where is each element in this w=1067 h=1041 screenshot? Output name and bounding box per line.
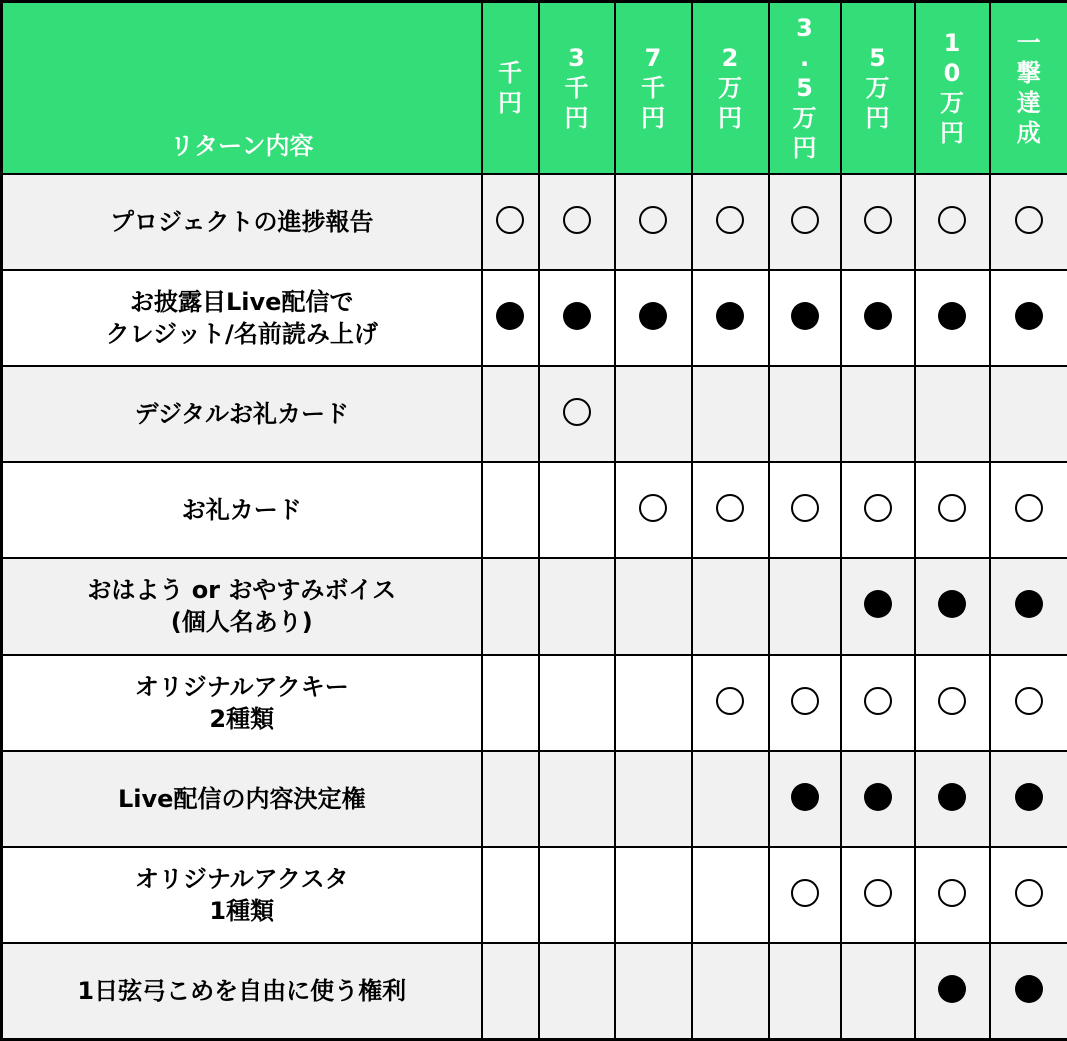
return-item-label [2, 751, 482, 847]
tier-label-char: 3 [796, 13, 813, 42]
tier-cell [692, 462, 769, 558]
tier-cell [915, 174, 990, 270]
tier-label-char: 円 [940, 118, 964, 147]
table-row [2, 655, 1067, 751]
tier-label-char: 撃 [1016, 58, 1041, 87]
tier-cell [990, 174, 1067, 270]
tier-cell [692, 655, 769, 751]
tier-label-char: 一 [1016, 28, 1041, 57]
return-item-label [2, 462, 482, 558]
tier-cell [769, 366, 841, 462]
tier-label [563, 43, 591, 133]
tier-cell [692, 558, 769, 654]
tier-label-char: 円 [718, 103, 742, 132]
tier-cell [482, 751, 539, 847]
filled-circle-icon [791, 783, 819, 811]
return-item-label [2, 655, 482, 751]
return-item-line: オリジナルアクスタ [134, 865, 349, 894]
table-row [2, 270, 1067, 366]
open-circle-icon [1015, 687, 1043, 715]
tier-cell [692, 174, 769, 270]
tier-cell [482, 270, 539, 366]
tier-label [639, 43, 667, 133]
filled-circle-icon [864, 590, 892, 618]
tier-cell [769, 655, 841, 751]
tier-cell [990, 462, 1067, 558]
open-circle-icon [938, 494, 966, 522]
filled-circle-icon [1015, 975, 1043, 1003]
tier-label [496, 58, 524, 118]
filled-circle-icon [1015, 302, 1043, 330]
filled-circle-icon [938, 302, 966, 330]
tier-label [716, 43, 744, 133]
filled-circle-icon [563, 302, 591, 330]
tier-label-char: 千 [498, 58, 522, 87]
tier-label-char: 万 [940, 88, 964, 117]
tier-label-char: 万 [792, 103, 817, 132]
tier-cell [482, 558, 539, 654]
tier-label-char: . [799, 43, 810, 72]
tier-label-char: 円 [498, 88, 522, 117]
tier-cell [769, 462, 841, 558]
return-item-line: 1種類 [209, 897, 275, 926]
tier-cell [482, 462, 539, 558]
tier-label [791, 13, 819, 163]
tier-label-char: 5 [796, 73, 813, 102]
open-circle-icon [938, 687, 966, 715]
tier-cell [841, 847, 915, 943]
tier-header [841, 2, 915, 174]
tier-cell [915, 847, 990, 943]
tier-cell [769, 751, 841, 847]
open-circle-icon [791, 494, 819, 522]
tier-header [482, 2, 539, 174]
tier-label-char: 万 [865, 73, 890, 102]
filled-circle-icon [938, 975, 966, 1003]
tier-cell [841, 655, 915, 751]
tier-label-char: 7 [644, 43, 662, 72]
open-circle-icon [864, 206, 892, 234]
open-circle-icon [639, 206, 667, 234]
tier-cell [615, 943, 692, 1039]
open-circle-icon [1015, 206, 1043, 234]
filled-circle-icon [496, 302, 524, 330]
tier-label-char: 成 [1016, 118, 1041, 147]
return-item-label [2, 943, 482, 1039]
tier-label-char: 1 [943, 28, 961, 57]
tier-cell [990, 558, 1067, 654]
tier-header [915, 2, 990, 174]
tier-cell [539, 462, 615, 558]
table-body [2, 174, 1067, 1040]
return-item-line: お披露目Live配信で [130, 287, 354, 316]
tier-cell [539, 174, 615, 270]
tier-label-char: 円 [865, 103, 890, 132]
tier-cell [915, 462, 990, 558]
return-item-label [2, 270, 482, 366]
return-item-label [2, 847, 482, 943]
open-circle-icon [716, 206, 744, 234]
return-item-line: 2種類 [209, 704, 275, 733]
tier-cell [615, 655, 692, 751]
return-item-label [2, 174, 482, 270]
return-item-line: お礼カード [181, 496, 302, 525]
tier-cell [692, 751, 769, 847]
open-circle-icon [639, 494, 667, 522]
tier-cell [990, 751, 1067, 847]
filled-circle-icon [864, 302, 892, 330]
open-circle-icon [496, 206, 524, 234]
tier-cell [539, 366, 615, 462]
tier-label-char: 千 [564, 73, 589, 102]
tier-label-char: 千 [641, 73, 665, 102]
tier-cell [482, 943, 539, 1039]
return-item-label [2, 366, 482, 462]
open-circle-icon [1015, 879, 1043, 907]
tier-cell [769, 558, 841, 654]
tier-label-char: 3 [568, 43, 585, 72]
tier-cell [615, 366, 692, 462]
tier-label-char: 2 [721, 43, 739, 72]
tier-cell [841, 558, 915, 654]
open-circle-icon [563, 398, 591, 426]
tier-cell [482, 655, 539, 751]
table-row [2, 366, 1067, 462]
tier-cell [915, 943, 990, 1039]
tier-header [769, 2, 841, 174]
tier-cell [915, 366, 990, 462]
return-item-line: クレジット/名前読み上げ [105, 319, 378, 348]
open-circle-icon [563, 206, 591, 234]
open-circle-icon [716, 687, 744, 715]
tier-cell [482, 847, 539, 943]
tier-cell [769, 174, 841, 270]
tier-header [692, 2, 769, 174]
open-circle-icon [716, 494, 744, 522]
filled-circle-icon [1015, 590, 1043, 618]
tier-cell [615, 174, 692, 270]
return-item-line: デジタルお礼カード [134, 400, 350, 429]
filled-circle-icon [791, 302, 819, 330]
tier-cell [990, 655, 1067, 751]
tier-cell [615, 270, 692, 366]
tier-cell [841, 270, 915, 366]
filled-circle-icon [938, 590, 966, 618]
tier-cell [482, 366, 539, 462]
return-item-label [2, 558, 482, 654]
open-circle-icon [1015, 494, 1043, 522]
tier-label-char: 達 [1016, 88, 1041, 117]
table-row [2, 751, 1067, 847]
tier-cell [915, 558, 990, 654]
tier-label-char: 0 [943, 58, 961, 87]
table-row [2, 847, 1067, 943]
tier-cell [539, 655, 615, 751]
return-item-line: Live配信の内容決定権 [118, 784, 366, 813]
open-circle-icon [791, 879, 819, 907]
filled-circle-icon [639, 302, 667, 330]
tier-label-char: 万 [718, 73, 742, 102]
tier-cell [769, 270, 841, 366]
tier-cell [539, 751, 615, 847]
table-row [2, 174, 1067, 270]
return-item-line: オリジナルアクキー [134, 672, 349, 701]
tier-cell [692, 943, 769, 1039]
tier-header [990, 2, 1067, 174]
tier-header [615, 2, 692, 174]
tier-cell [539, 943, 615, 1039]
tier-cell [915, 270, 990, 366]
tier-cell [615, 847, 692, 943]
filled-circle-icon [864, 783, 892, 811]
open-circle-icon [938, 206, 966, 234]
tier-cell [841, 751, 915, 847]
tier-label-char: 円 [641, 103, 665, 132]
tier-cell [769, 847, 841, 943]
header-row [2, 2, 1067, 174]
tier-label-char: 円 [792, 133, 817, 162]
tier-header [539, 2, 615, 174]
tier-cell [990, 270, 1067, 366]
tier-cell [692, 366, 769, 462]
tier-cell [539, 270, 615, 366]
open-circle-icon [938, 879, 966, 907]
return-item-line: 1日弦弓こめを自由に使う権利 [77, 977, 407, 1006]
tier-cell [990, 943, 1067, 1039]
filled-circle-icon [938, 783, 966, 811]
tier-cell [539, 558, 615, 654]
open-circle-icon [864, 879, 892, 907]
tier-cell [841, 462, 915, 558]
tier-cell [990, 366, 1067, 462]
tier-cell [615, 558, 692, 654]
return-item-line: プロジェクトの進捗報告 [109, 207, 374, 236]
table-row [2, 462, 1067, 558]
open-circle-icon [864, 687, 892, 715]
tier-cell [841, 174, 915, 270]
filled-circle-icon [716, 302, 744, 330]
open-circle-icon [791, 687, 819, 715]
open-circle-icon [791, 206, 819, 234]
open-circle-icon [864, 494, 892, 522]
tier-label-char: 5 [869, 43, 886, 72]
tier-cell [539, 847, 615, 943]
tier-cell [692, 847, 769, 943]
table-row [2, 558, 1067, 654]
tier-label [864, 43, 892, 133]
content-header: リターン内容 [2, 2, 482, 174]
tier-cell [615, 751, 692, 847]
tier-label [938, 28, 966, 148]
filled-circle-icon [1015, 783, 1043, 811]
tier-cell [841, 943, 915, 1039]
tier-label-char: 円 [564, 103, 589, 132]
tier-cell [482, 174, 539, 270]
return-item-line: (個人名あり) [170, 608, 313, 637]
tier-label [1015, 28, 1043, 148]
tier-cell [692, 270, 769, 366]
tier-cell [990, 847, 1067, 943]
tier-cell [769, 943, 841, 1039]
tier-cell [915, 751, 990, 847]
tier-cell [615, 462, 692, 558]
table-row [2, 943, 1067, 1039]
tier-cell [841, 366, 915, 462]
tier-cell [915, 655, 990, 751]
return-item-line: おはよう or おやすみボイス [87, 576, 397, 605]
